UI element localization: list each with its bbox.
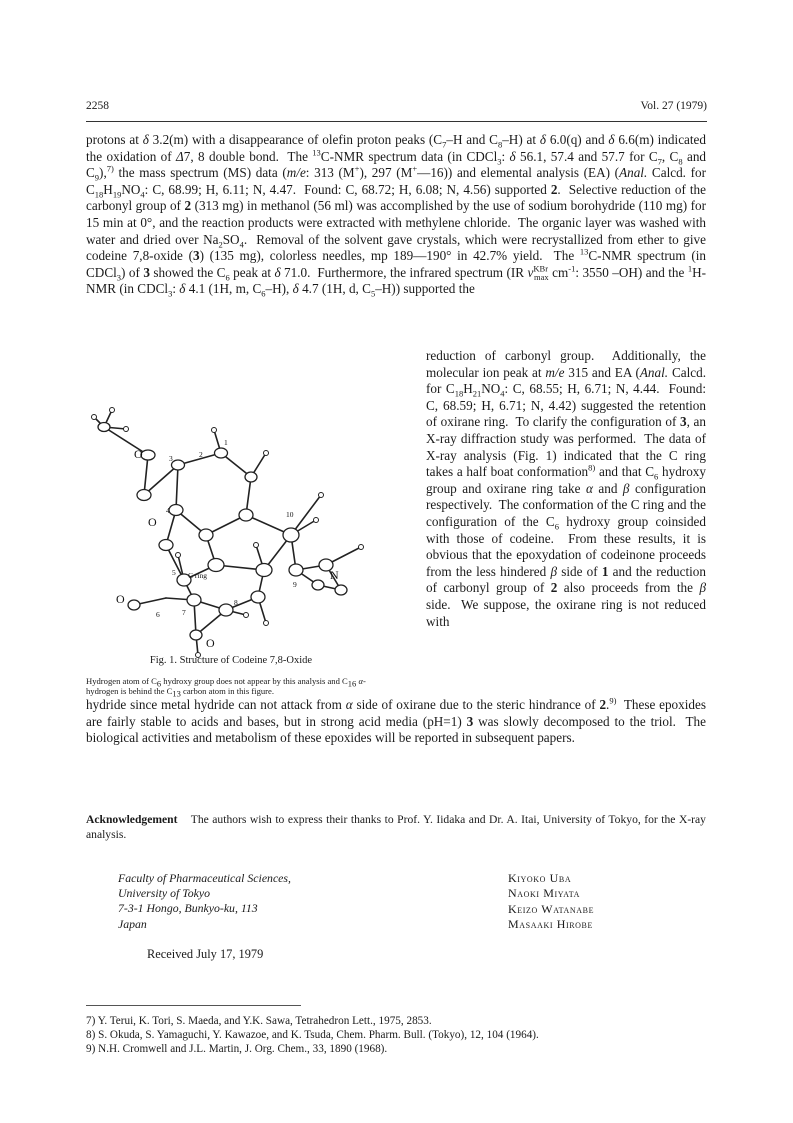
author-name: Keizo Watanabe xyxy=(508,901,595,916)
affiliation-block xyxy=(118,871,291,932)
reference-item: 8) S. Okuda, S. Yamaguchi, Y. Kawazoe, and K. Tsuda, Chem. Pharm. Bull. (Tokyo), 12, 104 (1964). xyxy=(86,1029,539,1041)
affiliation-line: Faculty of Pharmaceutical Sciences, xyxy=(118,871,291,885)
atom-number-1: 1 xyxy=(224,438,228,447)
body-paragraph-right-column: reduction of carbonyl group. Additionally, the molecular ion peak at m/e 315 and EA (Anal. Calcd. for $C_{18}H_{21}NO_4$: C, 68.55; H, 6.71; N, 4.44. Found: C, 68.59; H, 6.71; N, 4.42) suggested the retention of oxirane ring. To clarify the configuration of 3, an X-ray diffraction study was performed. The data of X-ray analysis (Fig. 1) indicated that the C ring takes a half boat conformation$^{8)}$ and that $C_6$ hydroxy group and oxirane ring take α and β configuration respectively. The conformation of the C ring and the configuration of the $C_6$ hydroxy group coinsided with those of codeine. From these results, it is obvious that the epoxydation of codeinone proceeds from the less hindered β side of 1 and the reduction of carbonyl group of 2 also proceeds from the β side. We suppose, the oxirane ring is not reduced with xyxy=(426,348,707,629)
body-paragraph-bottom: hydride since metal hydride can not attack from α side of oxirane due to the steric hindrance of 2.$^{9)}$ These epoxides are fairly stable to acids and bases, but in strong acid media (pH=1) 3 was slowly decomposed to the triol. The biological activities and metabolism of these epoxides will be reported in subsequent papers. xyxy=(86,695,706,746)
reference-item: 9) N.H. Cromwell and J.L. Martin, J. Org. Chem., 33, 1890 (1968). xyxy=(86,1043,388,1055)
volume-label: Vol. 27 (1979) xyxy=(640,100,707,112)
acknowledgement-title: Acknowledgement xyxy=(86,813,178,826)
atom-number-5: 5 xyxy=(172,568,176,577)
ortep-structure-figure xyxy=(86,365,381,660)
header-rule xyxy=(86,121,707,122)
atom-number-10: 10 xyxy=(286,510,294,519)
molecule-drawing xyxy=(86,365,381,660)
atom-number-3: 3 xyxy=(169,454,173,463)
page-number: 2258 xyxy=(86,100,109,112)
received-date: Received July 17, 1979 xyxy=(147,947,264,961)
atom-label-o-mid: O xyxy=(148,515,157,529)
atom-number-7: 7 xyxy=(182,608,186,617)
atom-label-o-left: O xyxy=(116,592,125,606)
author-name: Kiyoko Uba xyxy=(508,871,572,885)
running-header xyxy=(86,100,707,118)
figure-note: Hydrogen atom of $C_6$ hydroxy group does not appear by this analysis and $C_{16}$ α-hydrogen is behind the $C_{13}$ carbon atom in this figure. xyxy=(86,676,366,699)
atom-number-6: 6 xyxy=(156,610,160,619)
footnote-rule xyxy=(86,1005,301,1006)
body-paragraph-top: protons at δ 3.2(m) with a disappearance of olefin proton peaks ($C_7-H$ and $C_8-H$) at δ 6.0(q) and δ 6.6(m) indicated the oxidation of Δ7, 8 double bond. The $^{13}$C-NMR spectrum data (in CDCl$_3$: δ 56.1, 57.4 and 57.7 for $C_7$, $C_8$ and $C_9),^{7)}$ the mass spectrum (MS) data (m/e: 313 (M+), 297 (M+—16)) and elemental analysis (EA) (Anal. Calcd. for $C_{18}H_{19}NO_4$: C, 68.99; H, 6.11; N, 4.47. Found: C, 68.72; H, 6.08; N, 4.56) supported 2. Selective reduction of the carbonyl group of 2 (313 mg) in methanol (56 ml) was accomplished by the use of sodium borohydride (110 mg) for 15 min at 0°, and the reaction products were extracted with methylene chloride. The organic layer was washed with water and dried over $Na_2SO_4$. Removal of the solvent gave crystals, which were recrystallized from ether to give codeine 7,8-oxide (3) (135 mg), colorless needles, mp 189—190° in 42.7% yield. The $^{13}$C-NMR spectrum (in CDCl$_3$) of 3 showed the $C_6$ peak at δ 71.0. Furthermore, the infrared spectrum (IR $\nu^{KBr}_{max}$ $cm^{-1}$: 3550 –OH) and the $^1$H-NMR (in CDCl$_3$: δ 4.1 (1H, m, $C_6-H$), δ 4.7 (1H, d, $C_5-H$)) supported the xyxy=(86,132,707,299)
acknowledgement xyxy=(86,812,706,842)
author-name: Masaaki Hirobe xyxy=(508,917,593,932)
author-list xyxy=(508,871,594,933)
atom-number-2: 2 xyxy=(199,450,203,459)
c-ring-label: C ring xyxy=(188,571,207,580)
affiliation-line: 7-3-1 Hongo, Bunkyo-ku, 113 xyxy=(118,901,258,916)
atom-number-4: 4 xyxy=(166,506,170,515)
atom-number-8: 8 xyxy=(234,598,238,607)
acknowledgement-text: The authors wish to express their thanks to Prof. Y. Iidaka and Dr. A. Itai, University of Tokyo, for the X-ray analysis. xyxy=(86,813,706,841)
affiliation-line: University of Tokyo xyxy=(118,886,210,901)
atom-number-9: 9 xyxy=(293,580,297,589)
reference-item: 7) Y. Terui, K. Tori, S. Maeda, and Y.K. Sawa, Tetrahedron Lett., 1975, 2853. xyxy=(86,1015,432,1027)
atom-label-n: N xyxy=(330,568,339,582)
figure-caption: Fig. 1. Structure of Codeine 7,8-Oxide xyxy=(149,655,313,666)
author-name: Naoki Miyata xyxy=(508,886,581,901)
atom-label-o-top: O xyxy=(134,447,143,461)
reference-list xyxy=(86,1014,706,1056)
affiliation-line: Japan xyxy=(118,916,147,931)
atom-label-o-bottom: O xyxy=(206,636,215,650)
